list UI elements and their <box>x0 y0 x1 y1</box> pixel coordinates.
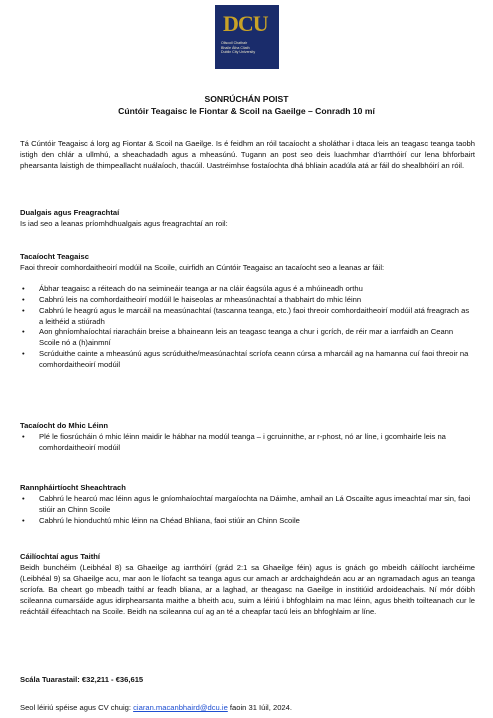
list-item-text: Ábhar teagaisc a réiteach do na seimineáir teanga ar na cláir éagsúla agus é a mhúineadh orthu <box>39 283 363 293</box>
list-item-text: Cabhrú leis na comhordaitheoirí modúil le haiseolas ar mheasúnachtaí a thabhairt do mhic léinn <box>39 294 362 304</box>
students-list <box>20 432 475 454</box>
duties-heading: Dualgais agus Freagrachtaí <box>20 208 120 217</box>
students-heading: Tacaíocht do Mhic Léinn <box>20 421 109 430</box>
list-item <box>20 284 475 295</box>
apply-deadline: faoin 31 Iúil, 2024. <box>227 703 292 712</box>
bullet-icon: • <box>22 493 25 503</box>
list-item-text: Cabhrú le heagrú agus le marcáil na measúnachtaí (tascanna teanga, etc.) faoi threoir comhordaitheoirí modúil atá freagrach as a leithéid a stiúradh <box>39 305 470 326</box>
list-item <box>20 327 475 349</box>
logo-text <box>221 41 275 55</box>
external-list <box>20 494 475 527</box>
qualifications-section <box>20 552 475 617</box>
bullet-icon: • <box>22 327 25 337</box>
apply-text: Seol léiriú spéise agus CV chuig: <box>20 703 134 712</box>
support-list <box>20 284 475 371</box>
duties-text: Is iad seo a leanas príomhdhualgais agus freagrachtaí an roil: <box>20 218 228 228</box>
logo-line: Dublin City University <box>221 50 256 55</box>
document-title: SONRÚCHÁN POIST <box>204 94 289 104</box>
bullet-icon: • <box>22 283 25 293</box>
external-heading: Rannpháirtíocht Sheachtrach <box>20 483 126 492</box>
duties-section <box>20 208 475 230</box>
list-item <box>20 494 475 516</box>
salary-value: €32,211 - €36,615 <box>81 675 144 684</box>
list-item-text: Scrúduithe cainte a mheasúnú agus scrúduithe/measúnachtaí scríofa ceann cúrsa a mharcáil ag na hamanna cuí faoi threoir na comhordaitheoirí modúil <box>39 349 469 370</box>
email-link[interactable]: ciaran.macanbhaird@dcu.ie <box>133 703 228 712</box>
document-subtitle: Cúntóir Teagaisc le Fiontar & Scoil na Gaeilge – Conradh 10 mí <box>118 106 375 116</box>
support-heading: Tacaíocht Teagaisc <box>20 252 89 261</box>
students-section <box>20 421 475 454</box>
qualifications-text: Beidh bunchéim (Leibhéal 8) sa Ghaeilge ag iarrthóirí (grád 2:1 sa Ghaeilge féin) agus is gnách go mbeidh cáilíocht iarchéime (Leibhéal 9) sa Ghaeilge acu, mar aon le líofacht sa teanga agus cur amach ar ardchaighdeán acu ar an ngramadach agus an teanga scríofa. Ba cheart go mbeadh taithí ar feadh bliana, ar a laghad, ar theagasc na Gaeilge in institiúid ardoideachais. Ní mór dóibh scileanna cumarsáide agus idirphearsanta maithe a bheith acu, suim a léiriú i bhfoghlaim na mac léinn, agus bheith toilteanach cur le reáchtáil éifeachtach na Scoile. Beidh na scileanna cuí ag an té a cheapfar tacú leis an bhfoghlaim ar líne. <box>20 562 475 616</box>
list-item-text: Aon ghníomhaíochtaí riaracháin breise a bhaineann leis an teagasc teanga a chur i gcrích, de réir mar a iarrfaidh an Ceann Scoile nó a (h)ainmní <box>39 327 454 348</box>
support-section <box>20 252 475 371</box>
logo-mark: DCU <box>223 11 268 36</box>
bullet-icon: • <box>22 431 25 441</box>
bullet-icon: • <box>22 294 25 304</box>
list-item <box>20 516 475 527</box>
salary-line <box>20 675 475 686</box>
list-item-text: Cabhrú le hionduchtú mhic léinn na Chéad Bhliana, faoi stiúir an Chinn Scoile <box>39 515 300 525</box>
qualifications-heading: Cáilíochtaí agus Taithí <box>20 552 101 561</box>
list-item <box>20 349 475 371</box>
logo-line: Bhaile Átha Cliath <box>221 45 250 50</box>
external-section <box>20 483 475 527</box>
bullet-icon: • <box>22 349 25 359</box>
list-item <box>20 295 475 306</box>
salary-label: Scála Tuarastail: <box>20 675 80 684</box>
list-item-text: Cabhrú le hearcú mac léinn agus le gníomhaíochtaí margaíochta na Dáimhe, amhail an Lá Oscailte agus imeachtaí mar sin, faoi stiúir an Chinn Scoile <box>39 493 471 514</box>
intro-paragraph: Tá Cúntóir Teagaisc á lorg ag Fiontar & Scoil na Gaeilge. Is é feidhm an róil tacaíocht a sholáthar i dtaca leis an teagasc teanga taobh istigh den chlár a ullmhú, a sheachadadh agus a mheasúnú. Tugann an post seo deis luachmhar d'iarrthóirí cur lena bhforbairt phearsanta laistigh de thimpeallacht nuálaíoch, thacúil. Uastréimhse fostaíochta dhá bhliain acadúla atá ar fáil do shealbhóirí an róil. <box>20 139 475 170</box>
dcu-logo <box>215 5 279 69</box>
list-item <box>20 432 475 454</box>
apply-line <box>20 703 475 714</box>
list-item <box>20 306 475 328</box>
bullet-icon: • <box>22 305 25 315</box>
list-item-text: Plé le fiosrúcháin ó mhic léinn maidir le hábhar na modúl teanga – i gcruinnithe, ar r-phost, nó ar líne, i gcomhairle leis na comhordaitheoirí modúil <box>39 431 446 452</box>
support-text: Faoi threoir comhordaitheoirí modúil na Scoile, cuirfidh an Cúntóir Teagaisc an tacaíocht seo a leanas ar fáil: <box>20 262 385 272</box>
bullet-icon: • <box>22 515 25 525</box>
logo-line: Ollscoil Chathair <box>221 41 248 45</box>
